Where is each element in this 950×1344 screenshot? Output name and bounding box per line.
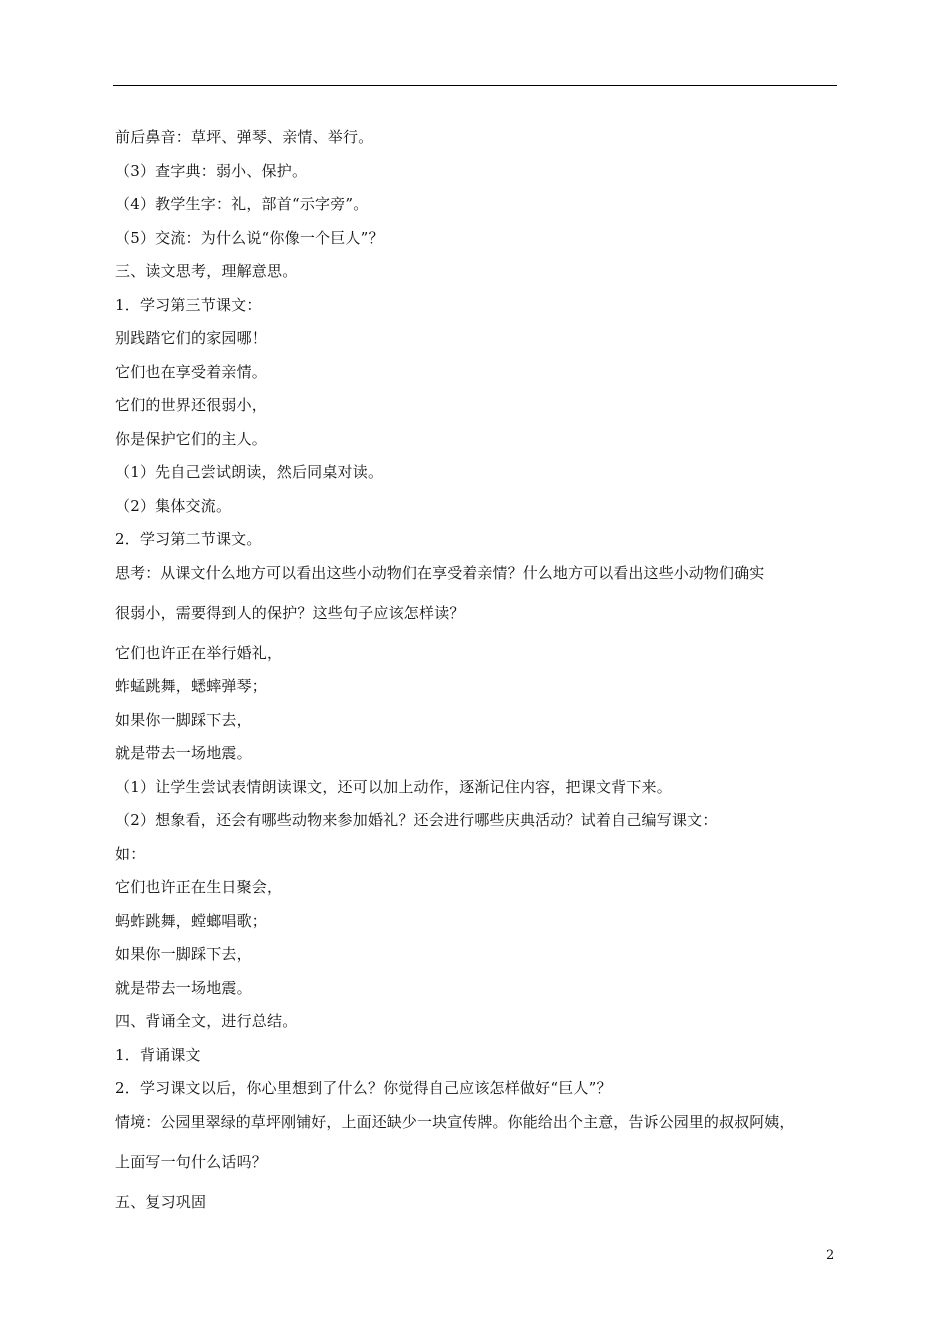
poem-line: 蚱蜢跳舞，蟋蟀弹琴；: [115, 677, 268, 695]
text-line: （5）交流：为什么说“你像一个巨人”？: [115, 228, 384, 247]
poem-line: 就是带去一场地震。: [115, 744, 252, 762]
poem-line: 如果你一脚踩下去，: [115, 945, 252, 963]
poem-line: 你是保护它们的主人。: [115, 429, 268, 448]
section-heading: 三、读文思考，理解意思。: [115, 262, 298, 280]
text-line: （2）集体交流。: [115, 496, 232, 515]
text-line: 上面写一句什么话吗？: [115, 1152, 268, 1171]
poem-line: 如果你一脚踩下去，: [115, 710, 252, 729]
text-line: 2．学习第二节课文。: [115, 530, 262, 548]
text-line: 很弱小，需要得到人的保护？这些句子应该怎样读？: [115, 603, 465, 622]
text-line: 1．学习第三节课文：: [115, 295, 262, 314]
document-body: [115, 121, 837, 1219]
text-line: （1）让学生尝试表情朗读课文，还可以加上动作，逐渐记住内容，把课文背下来。: [115, 777, 672, 796]
poem-line: 就是带去一场地震。: [115, 978, 252, 997]
poem-line: 它们的世界还很弱小，: [115, 396, 268, 414]
section-heading: 五、复习巩固: [115, 1192, 207, 1211]
section-heading: 四、背诵全文，进行总结。: [115, 1012, 298, 1030]
text-line: 前后鼻音：草坪、弹琴、亲情、举行。: [115, 128, 374, 146]
text-line: 思考：从课文什么地方可以看出这些小动物们在享受着亲情？什么地方可以看出这些小动物们确实: [115, 563, 765, 582]
text-line: 如：: [115, 844, 146, 863]
text-line: 2．学习课文以后，你心里想到了什么？你觉得自己应该怎样做好“巨人”？: [115, 1079, 612, 1097]
text-line: 1．背诵课文: [115, 1045, 201, 1064]
poem-line: 别践踏它们的家园哪！: [115, 329, 268, 347]
text-line: （3）查字典：弱小、保护。: [115, 161, 308, 180]
poem-line: 它们也在享受着亲情。: [115, 362, 268, 381]
page-number: 2: [826, 1248, 835, 1263]
poem-line: 它们也许正在生日聚会，: [115, 878, 283, 896]
text-line: （1）先自己尝试朗读，然后同桌对读。: [115, 463, 384, 481]
text-line: （4）教学生字：礼，部首“示字旁”。: [115, 195, 369, 213]
text-line: （2）想象看，还会有哪些动物来参加婚礼？还会进行哪些庆典活动？试着自己编写课文：: [115, 811, 718, 829]
header-rule: [113, 85, 837, 86]
poem-line: 它们也许正在举行婚礼，: [115, 643, 283, 662]
text-line: 情境：公园里翠绿的草坪刚铺好，上面还缺少一块宣传牌。你能给出个主意，告诉公园里的叔叔阿姨，: [115, 1112, 795, 1131]
poem-line: 蚂蚱跳舞，螳螂唱歌；: [115, 911, 268, 930]
